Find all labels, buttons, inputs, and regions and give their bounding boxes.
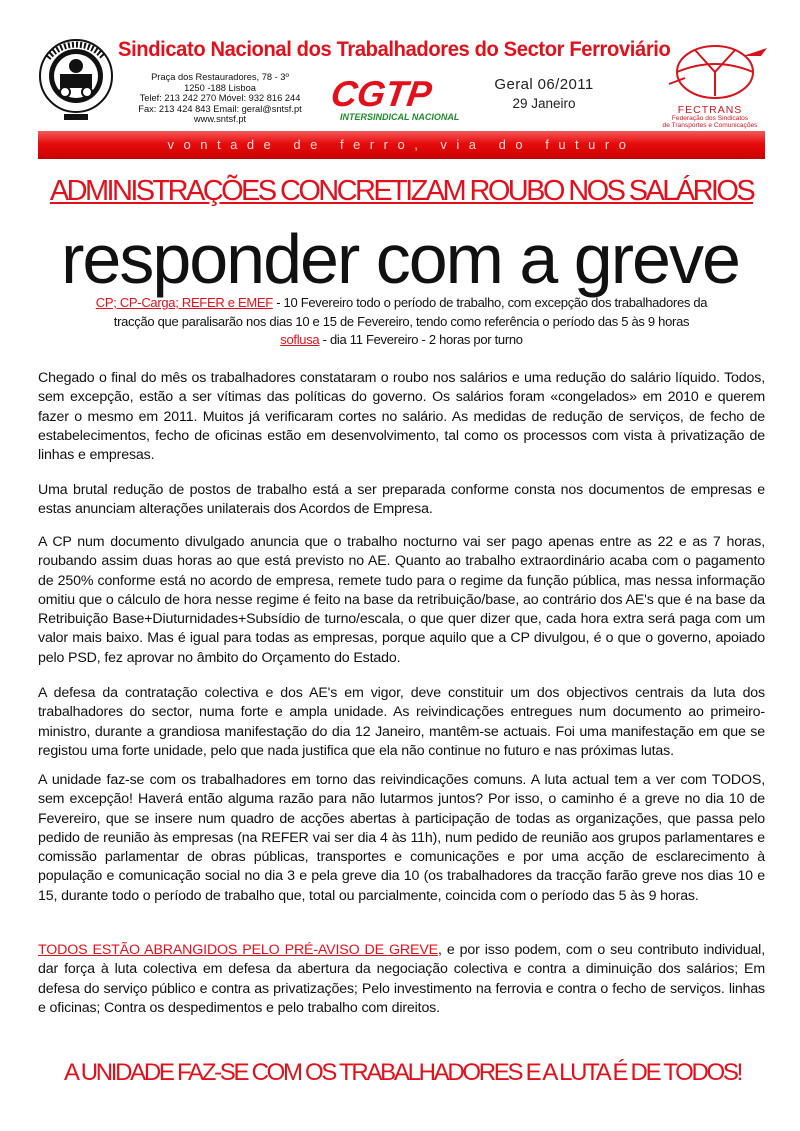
fectrans-name: FECTRANS — [677, 104, 743, 116]
fectrans-subtitle-line-1: Federação dos Sindicatos — [671, 115, 749, 122]
fax-email-line: Fax: 213 424 843 Email: geral@sntsf.pt — [138, 103, 302, 114]
cgtp-logo-text: CGTP — [328, 73, 435, 114]
notice-line-3-text: - dia 11 Fevereiro - 2 horas por turno — [319, 332, 523, 347]
headline: ADMINISTRAÇÕES CONCRETIZAM ROUBO NOS SALÁRIOS — [49, 175, 754, 207]
notice-company-soflusa: soflusa — [280, 332, 320, 347]
address-line-1: Praça dos Restauradores, 78 - 3º — [151, 72, 289, 82]
notice-line-1-text: - 10 Fevereiro todo o período de trabalho, com excepção dos trabalhadores da — [272, 295, 708, 310]
notice-line-1 — [38, 294, 765, 313]
notice-line-2: tracção que paralisarão nos dias 10 e 15 de Fevereiro, tendo como referência o período das 5 às 9 horas — [113, 313, 690, 329]
union-name: Sindicato Nacional dos Trabalhadores do Sector Ferroviário — [118, 38, 671, 61]
bulletin-date: 29 Janeiro — [512, 96, 576, 111]
cgtp-subtitle: INTERSINDICAL NACIONAL — [340, 112, 460, 122]
pre-notice-highlight: TODOS ESTÃO ABRANGIDOS PELO PRÉ-AVISO DE GREVE — [38, 942, 438, 958]
paragraph-5: A unidade faz-se com os trabalhadores em torno das reivindicações comuns. A luta actual tem a ver com TODOS, sem excepção! Haverá então alguma razão para não lutarmos juntos? Por isso, o caminho é a greve no dia 10 de Fevereiro, que se insere num quadro de acções abertas à participação de todas as organizações, que passa pelo pedido de reunião às empresas (na REFER vai ser dia 4 às 11h), num pedido de reunião aos grupos parlamentares e comissão parlamentar de obras públicas, transportes e comunicações e por uma acção de esclarecimento à população e comunicação social no dia 3 e pela greve dia 10 (os trabalhadores da tracção farão greve nos dias 10 e 15, durante todo o período de trabalho que, total ou parcialmente, coincida com o período das 5 às 9 horas. — [38, 772, 765, 904]
paragraph-6-text: , e por isso podem, com o seu contributo individual, dar força à luta colectiva em defesa da abertura da negociação colectiva e contra a diminuição dos salários; Em defesa do serviço público e contra as privatizações; Pelo investimento na ferrovia e contra o fecho de serviços. linhas e oficinas; Contra os despedimentos e pelo trabalho com direitos. — [38, 942, 765, 1016]
phone-line: Telef: 213 242 270 Móvel: 932 816 244 — [139, 93, 301, 104]
sntsf-logo-icon — [38, 36, 114, 122]
website-line: www.sntsf.pt — [193, 114, 247, 125]
page-title: responder com a greve — [61, 220, 739, 298]
fectrans-logo-icon — [655, 38, 773, 104]
notice-companies: CP; CP-Carga; REFER e EMEF — [95, 295, 273, 310]
notice-line-3 — [38, 331, 765, 350]
paragraph-4: A defesa da contratação colectiva e dos AE's em vigor, deve constituir um dos objectivos centrais da luta dos trabalhadores do sector, numa forte e ampla unidade. As reivindicações entregues num documento ao primeiro-ministro, durante a grandiosa manifestação do dia 12 Janeiro, mantêm-se actuais. Foi uma manifestação em que se registou uma forte unidade, pelo que nada justifica que ela não continue no futuro e nas próximas lutas. — [38, 685, 765, 759]
bulletin-number: Geral 06/2011 — [494, 76, 594, 93]
strike-notice — [38, 294, 765, 350]
fectrans-subtitle — [650, 115, 770, 130]
address-line-2: 1250 -188 Lisboa — [184, 82, 256, 93]
banner-slogan: vontade de ferro, via do futuro — [167, 137, 636, 152]
paragraph-3: A CP num documento divulgado anuncia que o trabalho nocturno vai ser pago apenas entre as 22 e as 7 horas, roubando assim duas horas ao que está previsto no AE. Quanto ao trabalho extraordinário acaba com o pagamento de 250% conforme está no acordo de empresa, remete tudo para o regime da função pública, mas nessa informação omitiu que o cálculo de hora nesse regime é feito na base da retribuição/base, ao contrário dos AE's que é na base da Retribuição Base+Diuturnidades+Subsídio de turno/escala, o que quer dizer que, cada hora extra será paga com um valor mais baixo. Mas é igual para todas as empresas, porque aquilo que a CP divulgou, é o que o governo, apoiado pelo PSD, fez aprovar no âmbito do Orçamento do Estado. — [38, 534, 765, 666]
paragraph-6 — [38, 941, 765, 1018]
contact-block — [120, 72, 320, 125]
paragraph-2: Uma brutal redução de postos de trabalho está a ser preparada conforme consta nos documentos de empresas e estas anunciam alterações unilaterais dos Acordos de Empresa. — [38, 482, 765, 518]
fectrans-subtitle-line-2: de Transportes e Comunicações — [662, 122, 758, 130]
paragraph-1: Chegado o final do mês os trabalhadores constataram o roubo nos salários e uma redução do salário líquido. Todos, sem excepção, estão a ser vítimas das políticas do governo. Os salários foram «congelados» em 2010 e querem fazer o mesmo em 2011. Muitos já verificaram cortes no salário. As medidas de redução de serviços, de fecho de estabelecimentos, fecho de oficinas estão em desenvolvimento, tal como os processos com vista à privatização de linhas e empresas. — [38, 370, 765, 464]
footer-slogan: A UNIDADE FAZ-SE COM OS TRABALHADORES E A LUTA É DE TODOS! — [63, 1059, 742, 1086]
